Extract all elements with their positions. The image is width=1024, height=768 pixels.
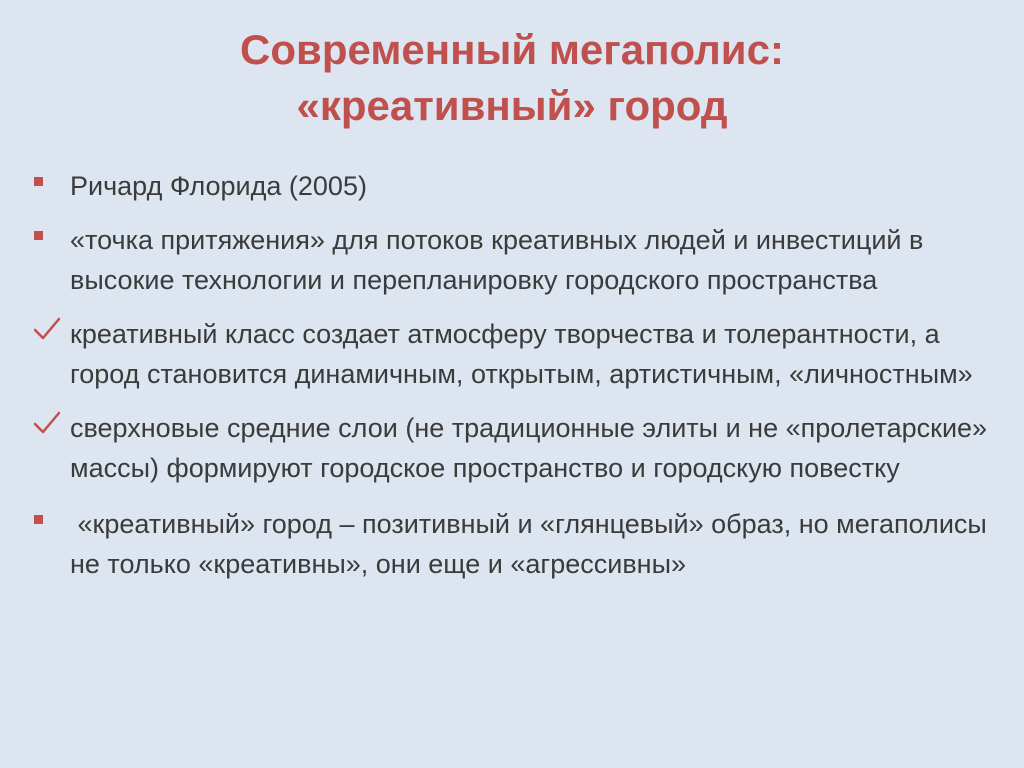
list-item	[30, 408, 1000, 488]
checkmark-icon	[30, 408, 64, 448]
list-item-text: креативный класс создает атмосферу творчества и толерантности, а город становится динамичным, открытым, артистичным, «личностным»	[70, 319, 973, 389]
list-item-text: Ричард Флорида (2005)	[70, 171, 367, 201]
title-line-1: Современный мегаполис:	[240, 26, 784, 73]
list-item	[30, 314, 1000, 394]
square-bullet-icon	[30, 504, 64, 544]
title-line-2: «креативный» город	[296, 82, 728, 129]
square-bullet-icon	[30, 166, 64, 206]
list-item-text: «точка притяжения» для потоков креативных людей и инвестиций в высокие технологии и перепланировку городского пространства	[70, 225, 924, 295]
checkmark-icon	[30, 314, 64, 354]
bullet-list	[30, 166, 1000, 584]
list-item	[30, 220, 1000, 300]
list-item	[30, 504, 1000, 584]
list-item	[30, 166, 1000, 206]
list-item-text: «креативный» город – позитивный и «глянцевый» образ, но мегаполисы не только «креативны», они еще и «агрессивны»	[70, 509, 995, 579]
list-item-text: сверхновые средние слои (не традиционные элиты и не «пролетарские» массы) формируют городское пространство и городскую повестку	[70, 413, 988, 483]
slide-title	[0, 22, 1024, 134]
square-bullet-icon	[30, 220, 64, 260]
